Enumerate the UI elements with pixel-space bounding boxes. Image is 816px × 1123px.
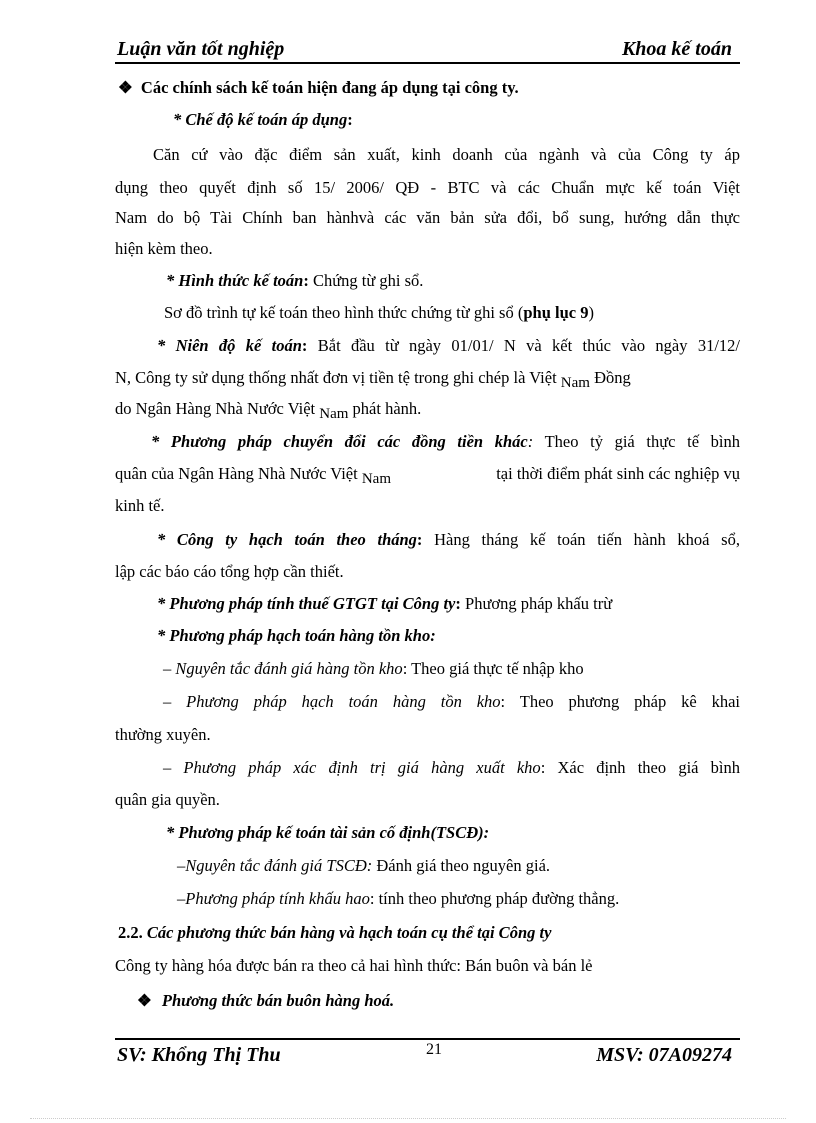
diamond-bullet-icon: ❖ (118, 78, 133, 97)
nien-do-label: * Niên độ kế toán (157, 336, 302, 355)
hinh-thuc-line: * Hình thức kế toán: Chứng từ ghi sổ. (166, 271, 424, 290)
hach-toan-thang-line1: * Công ty hạch toán theo tháng: Hàng tháng kế toán tiến hành khoá sổ, (157, 530, 740, 549)
che-do-label: * Chế độ kế toán áp dụng (173, 110, 348, 129)
header-rule (115, 62, 740, 64)
thue-line: * Phương pháp tính thuế GTGT tại Công ty: Phương pháp khấu trừ (157, 594, 613, 613)
ban-hang-line: Công ty hàng hóa được bán ra theo cả hai hình thức: Bán buôn và bán lẻ (115, 956, 593, 975)
section-2-2-heading: 2.2. Các phương thức bán hàng và hạch toán cụ thể tại Công ty (118, 923, 552, 942)
che-do-heading: * Chế độ kế toán áp dụng: (173, 110, 353, 129)
footer-student: SV: Khổng Thị Thu (117, 1044, 281, 1066)
tscd-item1: –Nguyên tắc đánh giá TSCĐ: Đánh giá theo nguyên giá. (177, 856, 551, 875)
ban-buon-heading: ❖ Phương thức bán buôn hàng hoá. (137, 991, 395, 1010)
para1-line1: Căn cứ vào đặc điểm sản xuất, kinh doanh của ngành và của Công ty áp (153, 145, 740, 164)
para1-line2: dụng theo quyết định số 15/ 2006/ QĐ - BTC và các Chuẩn mực kế toán Việt (115, 178, 740, 197)
ton-kho-item3: – Phương pháp xác định trị giá hàng xuất kho: Xác định theo giá bình (163, 758, 740, 777)
nien-do-line3: do Ngân Hàng Nhà Nước Việt Nam phát hành. (115, 399, 422, 422)
footer-rule (115, 1038, 740, 1040)
page-edge-dotted-line (30, 1118, 786, 1119)
tscd-item2: –Phương pháp tính khấu hao: tính theo phương pháp đường thẳng. (177, 889, 620, 908)
hach-toan-thang-line2: lập các báo cáo tổng hợp cần thiết. (115, 562, 344, 581)
ton-kho-item2-cont: thường xuyên. (115, 725, 211, 744)
ton-kho-heading: * Phương pháp hạch toán hàng tồn kho: (157, 626, 436, 645)
footer-student-id: MSV: 07A09274 (596, 1044, 732, 1066)
tscd-heading: * Phương pháp kế toán tài sản cố định(TSCĐ): (166, 823, 490, 842)
para1-line4: hiện kèm theo. (115, 239, 213, 258)
chuyen-doi-label: * Phương pháp chuyển đổi các đồng tiền khác (151, 432, 528, 451)
ton-kho-item3-cont: quân gia quyền. (115, 790, 220, 809)
hinh-thuc-label: * Hình thức kế toán (166, 271, 304, 290)
para1-line3: Nam do bộ Tài Chính ban hànhvà các văn bản sửa đổi, bổ sung, hướng dẫn thực (115, 208, 740, 227)
ton-kho-item1: – Nguyên tắc đánh giá hàng tồn kho: Theo giá thực tế nhập kho (163, 659, 584, 678)
chuyen-doi-line3: kinh tế. (115, 496, 165, 515)
heading-accounting-policies (118, 78, 519, 98)
chuyen-doi-line2: quân của Ngân Hàng Nhà Nước Việt Nam tại thời điểm phát sinh các nghiệp vụ (115, 464, 740, 487)
nien-do-line2: N, Công ty sử dụng thống nhất đơn vị tiền tệ trong ghi chép là Việt Nam Đồng (115, 368, 631, 391)
appendix-ref: phụ lục 9 (523, 303, 589, 322)
thue-label: * Phương pháp tính thuế GTGT tại Công ty (157, 594, 456, 613)
ton-kho-item2: – Phương pháp hạch toán hàng tồn kho: Theo phương pháp kê khai (163, 692, 740, 711)
heading-text: Các chính sách kế toán hiện đang áp dụng tại công ty. (140, 78, 519, 97)
page-number: 21 (426, 1041, 442, 1058)
hach-toan-thang-label: * Công ty hạch toán theo tháng (157, 530, 417, 549)
chuyen-doi-line1: * Phương pháp chuyển đổi các đồng tiền khác: Theo tỷ giá thực tế bình (151, 432, 740, 451)
diamond-bullet-icon: ❖ (137, 991, 152, 1010)
header-title-left: Luận văn tốt nghiệp (117, 38, 285, 60)
header-title-right: Khoa kế toán (621, 38, 732, 60)
so-do-line: Sơ đồ trình tự kế toán theo hình thức chứng từ ghi sổ (phụ lục 9) (164, 303, 594, 322)
nien-do-line1: * Niên độ kế toán: Bắt đầu từ ngày 01/01/ N và kết thúc vào ngày 31/12/ (157, 336, 740, 355)
